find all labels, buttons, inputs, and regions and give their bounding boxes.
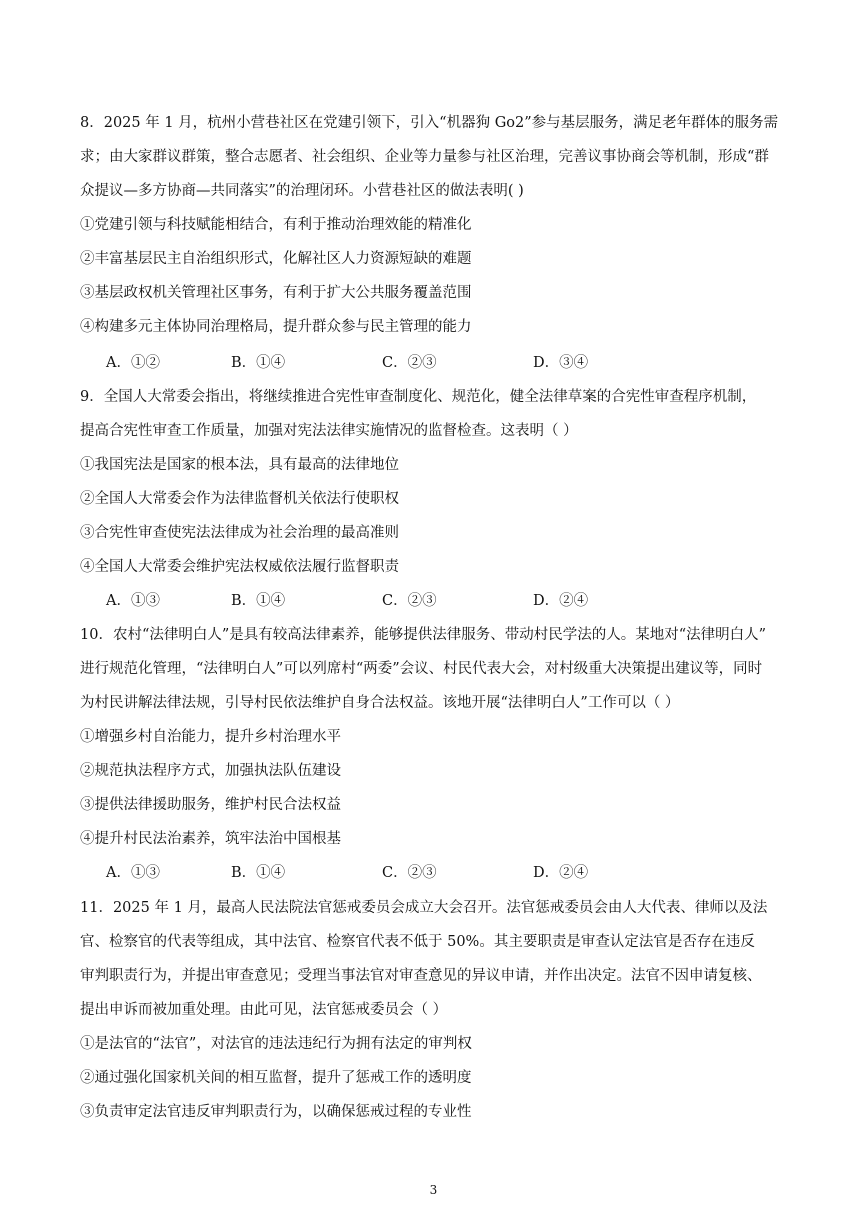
question-8-stem-line-3: 众提议—多方协商—共同落实”的治理闭环。小营巷社区的做法表明( ) xyxy=(80,183,524,199)
question-9-statement-2: ②全国人大常委会作为法律监督机关依法行使职权 xyxy=(80,491,399,507)
option-c[interactable]: C．②③ xyxy=(382,355,437,371)
question-11-statement-3: ③负责审定法官违反审判职责行为，以确保惩戒过程的专业性 xyxy=(80,1104,472,1120)
question-10-options xyxy=(106,856,806,890)
option-a[interactable]: A．①② xyxy=(106,355,160,371)
question-9-stem-line-1: 9．全国人大常委会指出，将继续推进合宪性审查制度化、规范化，健全法律草案的合宪性审查程序机制， xyxy=(80,389,757,405)
option-b[interactable]: B．①④ xyxy=(231,355,286,371)
question-11-statement-2: ②通过强化国家机关间的相互监督，提升了惩戒工作的透明度 xyxy=(80,1070,472,1086)
question-8-statement-3: ③基层政权机关管理社区事务，有利于扩大公共服务覆盖范围 xyxy=(80,285,472,301)
question-10-stem-line-2: 进行规范化管理，“法律明白人”可以列席村“两委”会议、村民代表大会，对村级重大决策提出建议等，同时 xyxy=(80,661,763,677)
option-c[interactable]: C．②③ xyxy=(382,593,437,609)
question-9-statement-3: ③合宪性审查使宪法法律成为社会治理的最高准则 xyxy=(80,525,399,541)
question-9-statement-4: ④全国人大常委会维护宪法权威依法履行监督职责 xyxy=(80,559,399,575)
option-a[interactable]: A．①③ xyxy=(106,865,160,881)
question-10-statement-2: ②规范执法程序方式，加强执法队伍建设 xyxy=(80,763,341,779)
question-9-statement-1: ①我国宪法是国家的根本法，具有最高的法律地位 xyxy=(80,457,399,473)
question-10-statement-3: ③提供法律援助服务，维护村民合法权益 xyxy=(80,797,341,813)
question-10-stem-line-3: 为村民讲解法律法规，引导村民依法维护自身合法权益。该地开展“法律明白人”工作可以（ ） xyxy=(80,695,680,711)
page-number: 3 xyxy=(429,1183,438,1197)
question-9-options xyxy=(106,584,806,618)
question-11-stem-line-1: 11．2025 年 1 月，最高人民法院法官惩戒委员会成立大会召开。法官惩戒委员会由人大代表、律师以及法 xyxy=(80,900,768,916)
question-8-statement-4: ④构建多元主体协同治理格局，提升群众参与民主管理的能力 xyxy=(80,319,472,335)
option-a[interactable]: A．①③ xyxy=(106,593,160,609)
question-8-options xyxy=(106,346,806,380)
option-b[interactable]: B．①④ xyxy=(231,865,286,881)
option-d[interactable]: D．②④ xyxy=(533,865,589,881)
question-9-stem-line-2: 提高合宪性审查工作质量，加强对宪法法律实施情况的监督检查。这表明（ ） xyxy=(80,423,578,439)
question-8-statement-1: ①党建引领与科技赋能相结合，有利于推动治理效能的精准化 xyxy=(80,217,472,233)
question-11-statement-1: ①是法官的“法官”，对法官的违法违纪行为拥有法定的审判权 xyxy=(80,1036,472,1052)
question-10-stem-line-1: 10．农村“法律明白人”是具有较高法律素养，能够提供法律服务、带动村民学法的人。某地对“法律明白人” xyxy=(80,627,767,643)
option-d[interactable]: D．②④ xyxy=(533,593,589,609)
option-b[interactable]: B．①④ xyxy=(231,593,286,609)
question-10-statement-4: ④提升村民法治素养，筑牢法治中国根基 xyxy=(80,831,341,847)
question-8-stem-line-2: 求；由大家群议群策，整合志愿者、社会组织、企业等力量参与社区治理，完善议事协商会等机制，形成“群 xyxy=(80,149,769,165)
option-c[interactable]: C．②③ xyxy=(382,865,437,881)
question-11-stem-line-4: 提出申诉而被加重处理。由此可见，法官惩戒委员会（ ） xyxy=(80,1002,448,1018)
question-8-stem-line-1: 8．2025 年 1 月，杭州小营巷社区在党建引领下，引入“机器狗 Go2”参与基层服务，满足老年群体的服务需 xyxy=(80,115,779,131)
question-11-stem-line-3: 审判职责行为，并提出审查意见；受理当事法官对审查意见的异议申请，并作出决定。法官不因申请复核、 xyxy=(80,968,762,984)
question-11-stem-line-2: 官、检察官的代表等组成，其中法官、检察官代表不低于 50%。其主要职责是审查认定法官是否存在违反 xyxy=(80,934,755,950)
option-d[interactable]: D．③④ xyxy=(533,355,589,371)
question-10-statement-1: ①增强乡村自治能力，提升乡村治理水平 xyxy=(80,729,341,745)
question-8-statement-2: ②丰富基层民主自治组织形式，化解社区人力资源短缺的难题 xyxy=(80,251,472,267)
